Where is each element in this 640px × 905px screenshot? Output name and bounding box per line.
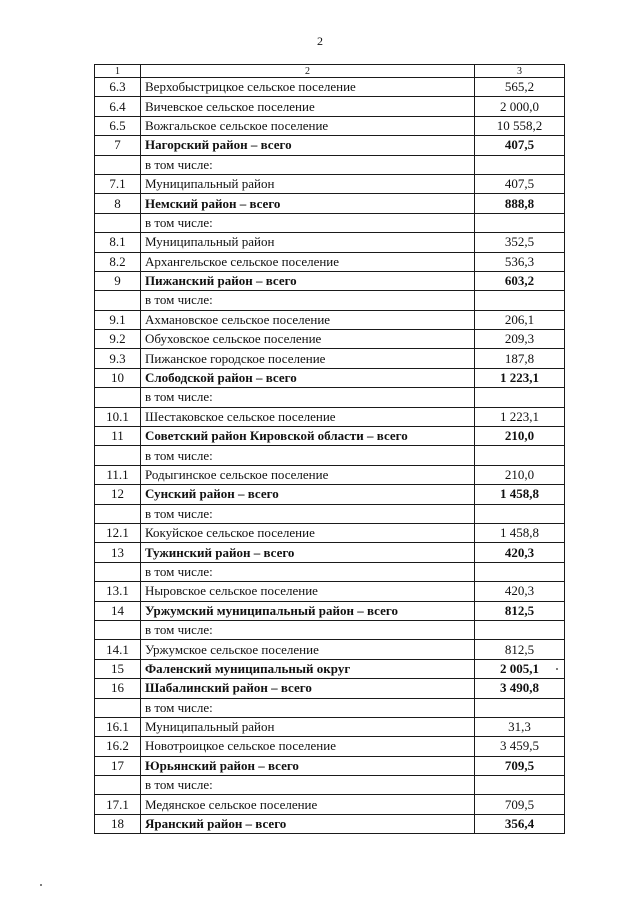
row-number-cell: 9.3 [95,349,141,368]
table-row [95,407,565,426]
table-row [95,659,565,678]
row-number-cell: 17.1 [95,795,141,814]
row-value-cell: 420,3 [475,543,565,562]
row-name-cell: Сунский район – всего [141,485,475,504]
table-row [95,427,565,446]
table-row [95,465,565,484]
row-number-cell: 6.4 [95,97,141,116]
row-value-cell: 1 223,1 [475,368,565,387]
table-row [95,795,565,814]
row-value-cell: 420,3 [475,582,565,601]
row-value-cell: 1 458,8 [475,485,565,504]
row-value-cell [475,291,565,310]
row-name-cell: Уржумское сельское поселение [141,640,475,659]
row-name-cell: в том числе: [141,504,475,523]
row-number-cell: 7.1 [95,174,141,193]
row-name-cell: Советский район Кировской области – всего [141,427,475,446]
row-name-cell: Яранский район – всего [141,814,475,833]
row-value-cell: 1 223,1 [475,407,565,426]
row-name-cell: Муниципальный район [141,174,475,193]
row-name-cell: Юрьянский район – всего [141,756,475,775]
table-row [95,562,565,581]
row-name-cell: в том числе: [141,155,475,174]
row-value-cell: 565,2 [475,78,565,97]
row-number-cell [95,213,141,232]
row-name-cell: Архангельское сельское поселение [141,252,475,271]
row-number-cell: 6.5 [95,116,141,135]
row-name-cell: в том числе: [141,698,475,717]
table-row [95,717,565,736]
row-number-cell: 7 [95,136,141,155]
row-value-cell: 603,2 [475,271,565,290]
row-name-cell: Слободской район – всего [141,368,475,387]
table-row [95,213,565,232]
table-row [95,155,565,174]
row-number-cell [95,291,141,310]
row-number-cell [95,155,141,174]
row-value-cell [475,213,565,232]
row-value-cell: 206,1 [475,310,565,329]
row-value-cell: 1 458,8 [475,523,565,542]
row-number-cell: 15 [95,659,141,678]
table-row [95,698,565,717]
row-number-cell: 12.1 [95,523,141,542]
row-value-cell: 407,5 [475,174,565,193]
table-row [95,310,565,329]
row-name-cell: в том числе: [141,291,475,310]
row-name-cell: Ныровское сельское поселение [141,582,475,601]
table-row [95,388,565,407]
row-name-cell: в том числе: [141,776,475,795]
row-number-cell: 12 [95,485,141,504]
scan-speck [40,884,42,886]
row-name-cell: Обуховское сельское поселение [141,330,475,349]
table-body [95,65,565,834]
row-number-cell: 16.2 [95,737,141,756]
row-value-cell: 10 558,2 [475,116,565,135]
table-row [95,330,565,349]
row-value-cell: 352,5 [475,233,565,252]
table-row [95,78,565,97]
row-name-cell: Муниципальный район [141,233,475,252]
row-number-cell: 13 [95,543,141,562]
row-value-cell [475,504,565,523]
row-name-cell: Немский район – всего [141,194,475,213]
table-row [95,543,565,562]
table-row [95,174,565,193]
row-value-cell: 210,0 [475,465,565,484]
table-row [95,601,565,620]
row-number-cell [95,504,141,523]
row-name-cell: Медянское сельское поселение [141,795,475,814]
row-value-cell: 812,5 [475,640,565,659]
row-name-cell: Уржумский муниципальный район – всего [141,601,475,620]
row-value-cell: 187,8 [475,349,565,368]
row-number-cell: 11.1 [95,465,141,484]
row-name-cell: Пижанское городское поселение [141,349,475,368]
row-number-cell [95,562,141,581]
table-row [95,504,565,523]
row-name-cell: Нагорский район – всего [141,136,475,155]
table-row [95,582,565,601]
table-row [95,679,565,698]
row-value-cell: 3 490,8 [475,679,565,698]
table-row [95,97,565,116]
row-name-cell: Родыгинское сельское поселение [141,465,475,484]
row-number-cell [95,446,141,465]
row-name-cell: Ахмановское сельское поселение [141,310,475,329]
table-row [95,368,565,387]
row-value-cell: 31,3 [475,717,565,736]
table-row [95,194,565,213]
row-name-cell: Шестаковское сельское поселение [141,407,475,426]
row-value-cell: 2 005,1 [475,659,565,678]
row-number-cell [95,776,141,795]
column-header-3: 3 [475,65,565,78]
row-value-cell: 709,5 [475,756,565,775]
row-number-cell: 8.1 [95,233,141,252]
row-name-cell: в том числе: [141,446,475,465]
table-row [95,620,565,639]
row-value-cell: 210,0 [475,427,565,446]
row-value-cell [475,776,565,795]
row-number-cell: 14 [95,601,141,620]
row-name-cell: в том числе: [141,620,475,639]
row-number-cell: 16.1 [95,717,141,736]
row-value-cell: 407,5 [475,136,565,155]
table-row [95,814,565,833]
row-name-cell: Вичевское сельское поселение [141,97,475,116]
table-row [95,252,565,271]
row-value-cell [475,446,565,465]
table-row [95,640,565,659]
table-row [95,756,565,775]
row-value-cell [475,562,565,581]
row-number-cell: 16 [95,679,141,698]
row-number-cell: 9.1 [95,310,141,329]
row-name-cell: Муниципальный район [141,717,475,736]
row-number-cell: 18 [95,814,141,833]
row-number-cell: 9 [95,271,141,290]
row-value-cell [475,620,565,639]
row-value-cell: 709,5 [475,795,565,814]
column-header-1: 1 [95,65,141,78]
row-name-cell: Тужинский район – всего [141,543,475,562]
table-row [95,116,565,135]
row-number-cell: 10.1 [95,407,141,426]
row-name-cell: Шабалинский район – всего [141,679,475,698]
row-value-cell [475,698,565,717]
row-number-cell [95,698,141,717]
row-number-cell [95,620,141,639]
row-number-cell: 14.1 [95,640,141,659]
row-value-cell: 2 000,0 [475,97,565,116]
table-row [95,271,565,290]
row-number-cell: 6.3 [95,78,141,97]
table-row [95,291,565,310]
row-name-cell: Верхобыстрицкое сельское поселение [141,78,475,97]
row-name-cell: в том числе: [141,388,475,407]
row-name-cell: Кокуйское сельское поселение [141,523,475,542]
table-row [95,776,565,795]
table-header-row [95,65,565,78]
row-name-cell: Пижанский район – всего [141,271,475,290]
row-value-cell: 3 459,5 [475,737,565,756]
column-header-2: 2 [141,65,475,78]
table-row [95,446,565,465]
row-number-cell: 13.1 [95,582,141,601]
page-number: 2 [317,34,323,48]
table-row [95,737,565,756]
row-name-cell: Новотроицкое сельское поселение [141,737,475,756]
row-number-cell: 17 [95,756,141,775]
row-name-cell: в том числе: [141,213,475,232]
row-name-cell: Вожгальское сельское поселение [141,116,475,135]
row-name-cell: в том числе: [141,562,475,581]
table-row [95,485,565,504]
allocation-table [94,64,565,834]
table-row [95,233,565,252]
row-value-cell [475,155,565,174]
row-value-cell: 888,8 [475,194,565,213]
row-number-cell: 8 [95,194,141,213]
row-name-cell: Фаленский муниципальный округ [141,659,475,678]
row-value-cell: 209,3 [475,330,565,349]
table-row [95,136,565,155]
row-number-cell: 9.2 [95,330,141,349]
row-number-cell: 11 [95,427,141,446]
row-value-cell [475,388,565,407]
row-value-cell: 536,3 [475,252,565,271]
row-number-cell: 10 [95,368,141,387]
scan-speck [556,668,558,670]
row-number-cell: 8.2 [95,252,141,271]
table-row [95,523,565,542]
row-value-cell: 356,4 [475,814,565,833]
row-value-cell: 812,5 [475,601,565,620]
table-row [95,349,565,368]
row-number-cell [95,388,141,407]
